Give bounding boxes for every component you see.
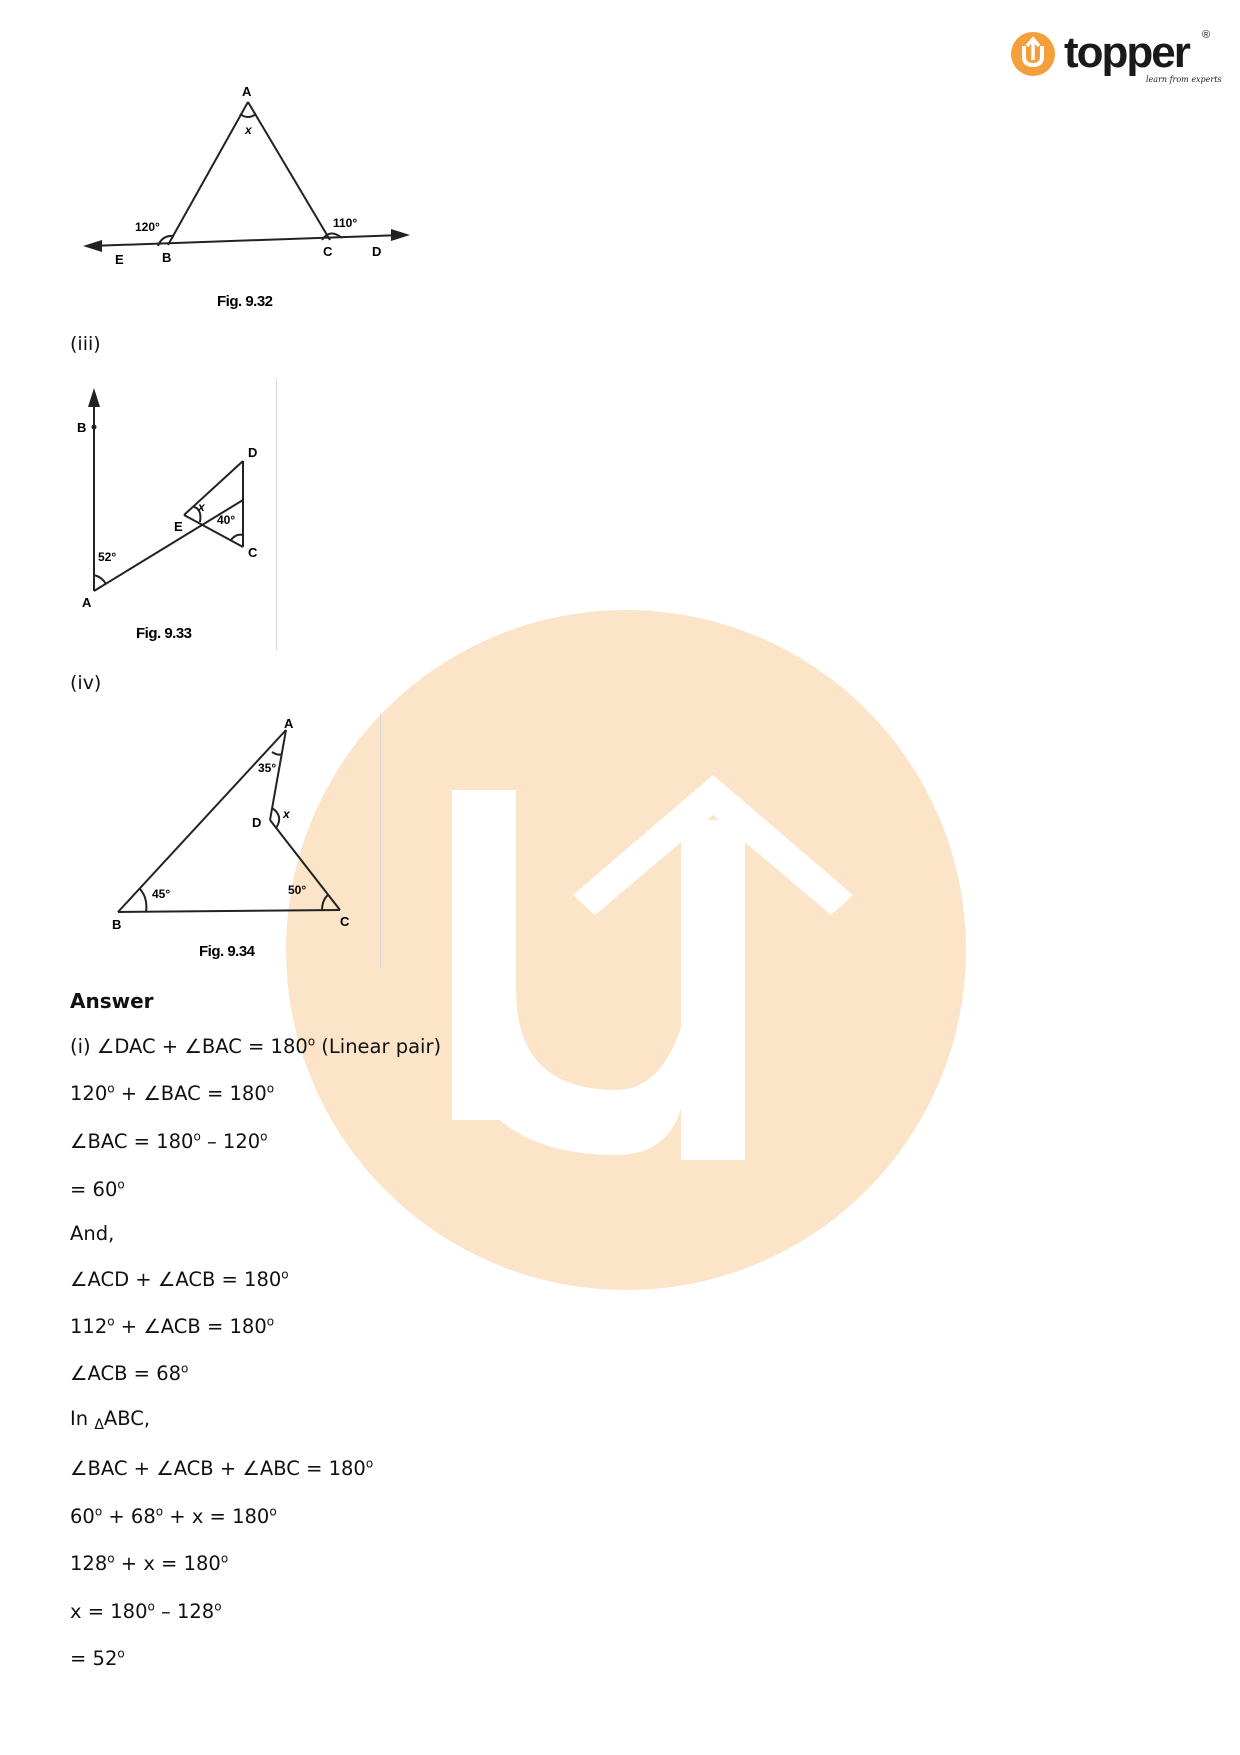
fig933-label-d: D (248, 445, 258, 460)
fig934-label-d: D (252, 815, 262, 830)
fig933-label-a: A (82, 595, 92, 610)
fig932-angle-b: 120° (135, 220, 160, 234)
fig932-label-e: E (115, 252, 124, 267)
solution-line: In $_\Delta$ABC, (70, 1407, 151, 1433)
fig934-angle-b: 45° (152, 887, 171, 901)
fig934-label-a: A (284, 716, 294, 731)
divider-line (276, 378, 277, 650)
fig934-angle-a: 35° (258, 761, 277, 775)
fig934-label-b: B (112, 917, 122, 932)
fig932-caption: Fig. 9.32 (217, 293, 273, 310)
solution-line: $128^o + x = 180^o$ (70, 1551, 229, 1575)
fig933-label-b: B (77, 420, 87, 435)
solution-line: = $60^o$ (70, 1177, 125, 1201)
figure-9-34 (100, 716, 380, 966)
part-label-iv: (iv) (70, 672, 102, 694)
fig934-label-x: x (283, 807, 290, 821)
fig932-label-x: x (245, 123, 252, 137)
answer-heading: Answer (70, 989, 154, 1013)
fig933-label-x: x (198, 500, 205, 514)
logo-tagline: learn from experts (1146, 75, 1222, 84)
fig932-label-a: A (242, 84, 252, 99)
brand-logo (1010, 24, 1222, 90)
fig933-label-e: E (174, 519, 183, 534)
fig934-angle-c: 50° (288, 883, 307, 897)
logo-text: topper (1064, 28, 1189, 77)
solution-line: $60^o + 68^o + x = 180^o$ (70, 1504, 277, 1528)
solution-line: (i) ∠DAC + ∠BAC = $180^o$ (Linear pair) (70, 1034, 442, 1058)
divider-line (380, 714, 381, 968)
part-label-iii: (iii) (70, 333, 101, 355)
figure-9-33 (70, 385, 290, 650)
fig934-label-c: C (340, 914, 350, 929)
fig932-angle-c: 110° (333, 216, 358, 230)
solution-line: ∠BAC + ∠ACB + ∠ABC = $180^o$ (70, 1456, 374, 1480)
solution-line: $120^o$ + ∠BAC = $180^o$ (70, 1081, 275, 1105)
solution-line: ∠ACB = $68^o$ (70, 1361, 189, 1385)
figure-9-32 (80, 80, 420, 320)
fig932-label-d: D (372, 244, 382, 259)
fig932-label-b: B (162, 250, 172, 265)
solution-line: ∠ACD + ∠ACB = $180^o$ (70, 1267, 289, 1291)
solution-line: And, (70, 1222, 115, 1245)
logo-registered: ® (1202, 29, 1211, 41)
solution-line: $x = 180^o - 128^o$ (70, 1599, 222, 1623)
watermark-logo (286, 610, 966, 1290)
solution-line: ∠BAC = $180^o - 120^o$ (70, 1129, 268, 1153)
solution-line: = $52^o$ (70, 1646, 125, 1670)
fig933-caption: Fig. 9.33 (136, 625, 192, 642)
fig933-angle-a: 52° (98, 550, 117, 564)
fig932-label-c: C (323, 244, 333, 259)
fig934-caption: Fig. 9.34 (199, 943, 255, 960)
fig933-angle-c: 40° (217, 513, 236, 527)
fig933-label-c: C (248, 545, 258, 560)
solution-line: $112^o$ + ∠ACB = $180^o$ (70, 1314, 275, 1338)
